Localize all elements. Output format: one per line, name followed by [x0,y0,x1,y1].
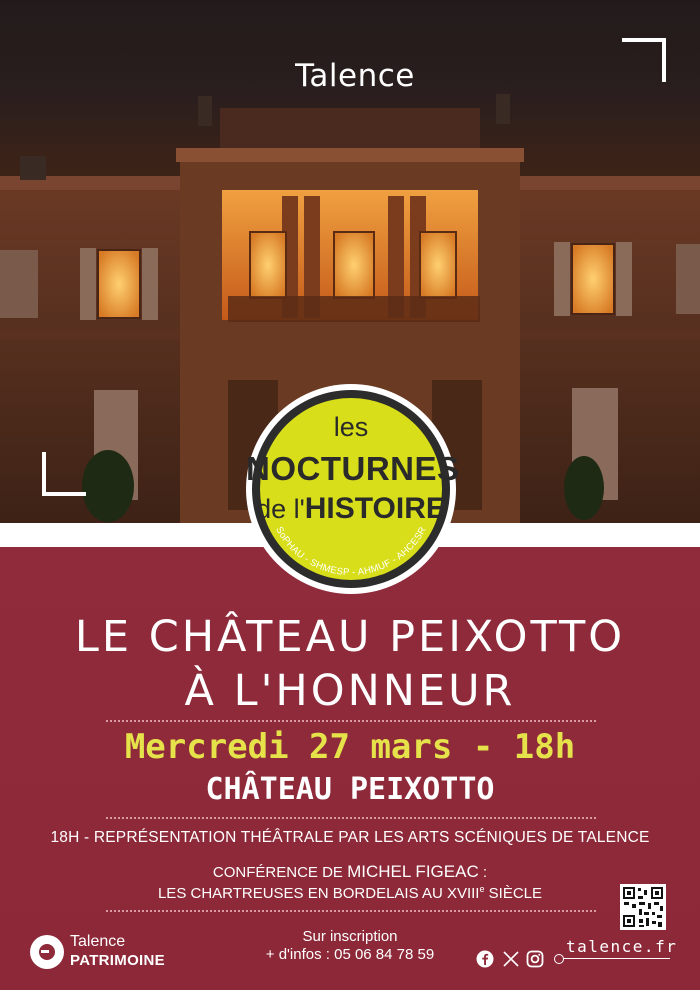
conference-topic [0,884,700,902]
website-link[interactable]: talence.fr [566,937,678,956]
conference-prefix: CONFÉRENCE DE [212,864,348,881]
qr-code[interactable] [620,884,666,930]
conference-line [0,862,700,882]
svg-text:SoPHAU - SHMESP - AHMUF - AHCE [273,525,429,578]
program-theatre: 18H - REPRÉSENTATION THÉÂTRALE PAR LES ARTS SCÉNIQUES DE TALENCE [50,829,650,846]
instagram-icon[interactable] [526,950,544,968]
divider-3 [106,910,596,912]
badge-ring-text [246,384,460,594]
conference-topic-sup: e [479,884,485,894]
conference-topic-end: SIÈCLE [484,885,543,902]
event-title-line1: LE CHÂTEAU PEIXOTTO [74,612,626,662]
talence-logo: Talence [295,58,415,94]
facebook-icon[interactable] [476,950,494,968]
conference-suffix: : [478,864,488,881]
badge-histoire: HISTOIRE [304,492,446,525]
qr-code-icon [620,884,666,930]
divider-2 [106,817,596,819]
conference-speaker: MICHEL FIGEAC [347,862,479,881]
badge-partners: SoPHAU - SHMESP - AHMUF - AHCESR [273,524,429,579]
nocturnes-badge [246,384,460,594]
corner-mark-top-right [622,38,666,82]
inscription-note: Sur inscription [302,928,398,945]
info-phone[interactable]: + d'infos : 05 06 84 78 59 [265,946,435,963]
website-underline [558,958,670,959]
event-title-line2: À L'HONNEUR [184,666,516,716]
badge-de-prefix: de l' [256,494,305,524]
conference-topic-text: LES CHARTREUSES EN BORDELAIS AU XVIII [157,885,480,902]
patrimoine-logo-word: PATRIMOINE [70,952,165,969]
event-date: Mercredi 27 mars - 18h [124,727,576,767]
event-place: CHÂTEAU PEIXOTTO [205,772,495,807]
corner-mark-bottom-left [42,452,86,496]
divider-1 [106,720,596,722]
badge-nocturnes: NOCTURNES [246,450,460,487]
badge-les: les [333,412,369,442]
website-dot [554,954,564,964]
x-icon[interactable] [502,950,520,968]
patrimoine-logo-talence: Talence [70,933,126,950]
